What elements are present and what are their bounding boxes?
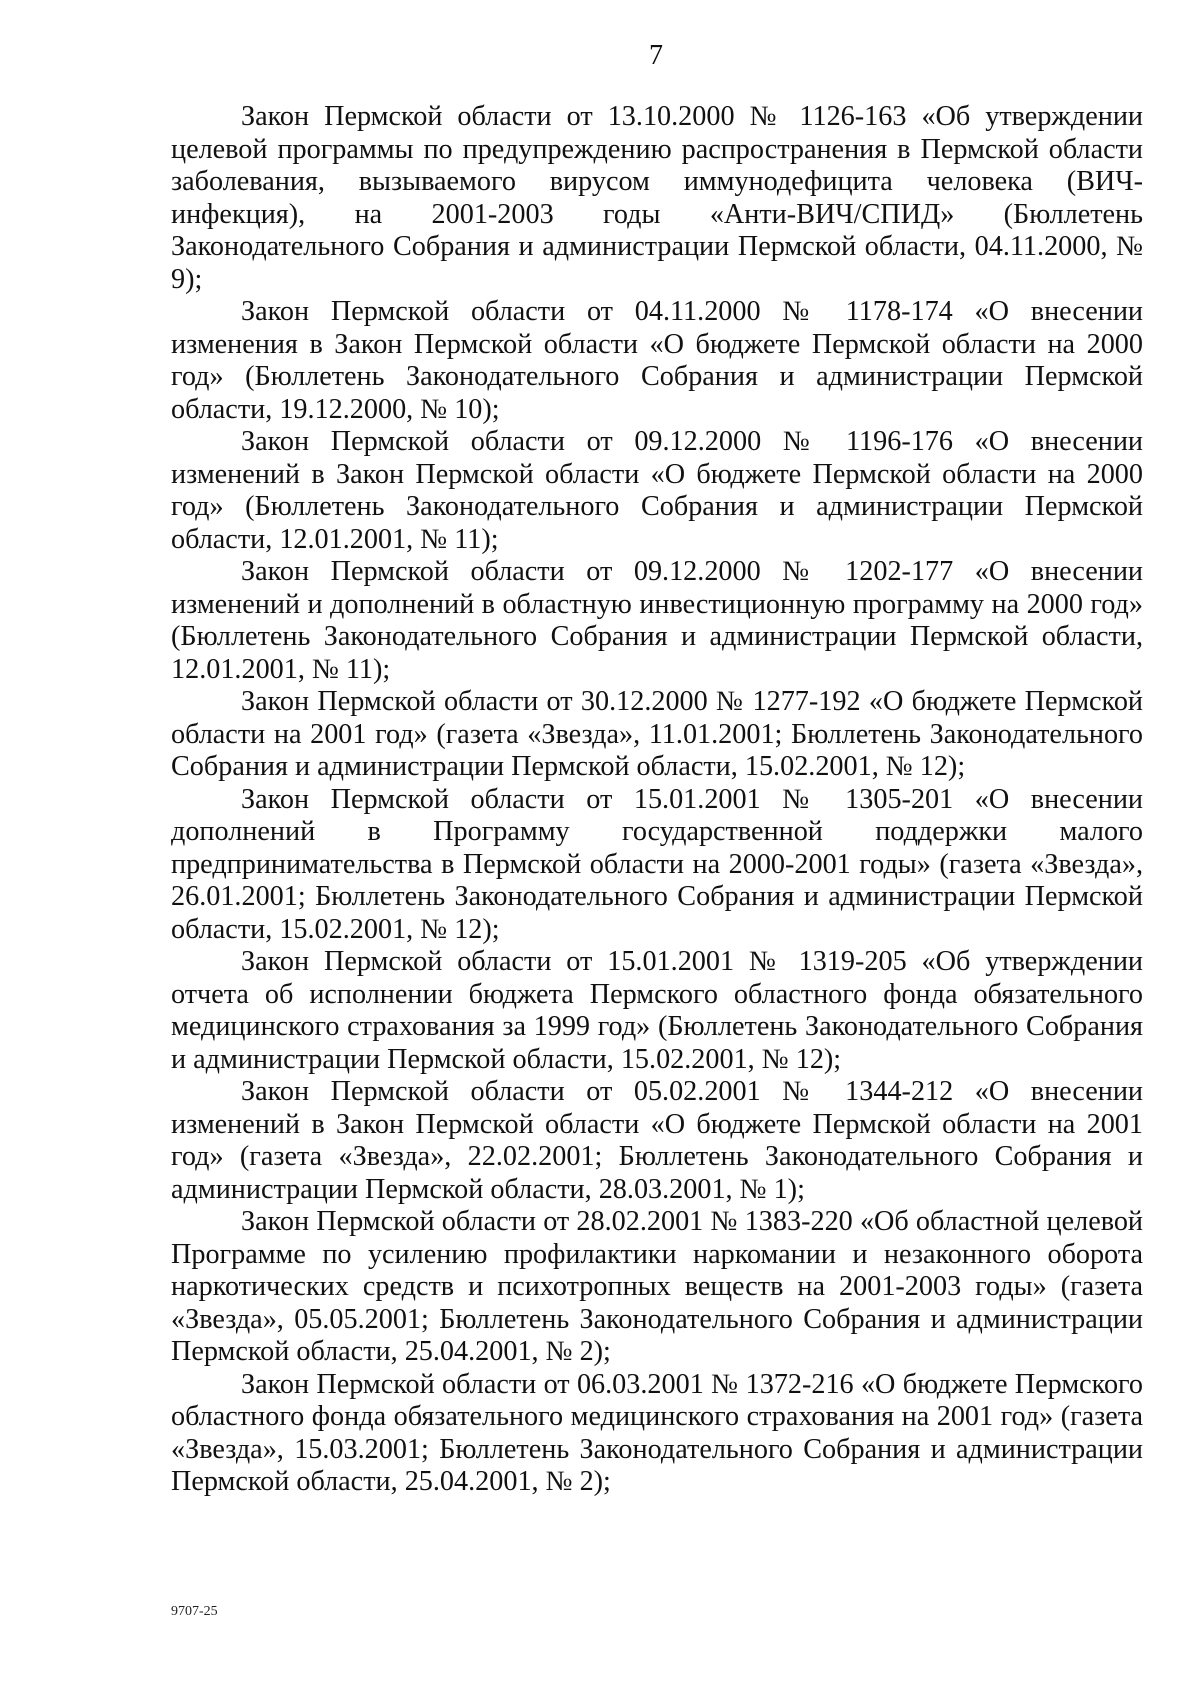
page-number: 7 <box>649 40 663 71</box>
document-code: 9707-25 <box>171 1604 218 1619</box>
law-entry-paragraph: Закон Пермской области от 06.03.2001 № 1372-216 «О бюджете Пермского областного фонда обязательного медицинского страхования на 2001 год» (газета «Звезда», 15.03.2001; Бюллетень Законодательного Собрания и администрации Пермской области, 25.04.2001, № 2); <box>171 1368 1143 1497</box>
law-entry-paragraph: Закон Пермской области от 05.02.2001 № 1344-212 «О внесении изменений в Закон Пермской области «О бюджете Пермской области на 2001 год» (газета «Звезда», 22.02.2001; Бюллетень Законодательного Собрания и администрации Пермской области, 28.03.2001, № 1); <box>171 1076 1143 1205</box>
law-entry-paragraph: Закон Пермской области от 30.12.2000 № 1277-192 «О бюджете Пермской области на 2001 год» (газета «Звезда», 11.01.2001; Бюллетень Законодательного Собрания и администрации Пермской области, 15.02.2001, № 12); <box>171 686 1143 782</box>
law-entry-paragraph: Закон Пермской области от 09.12.2000 № 1196-176 «О внесении изменений в Закон Пермской области «О бюджете Пермской области на 2000 год» (Бюллетень Законодательного Собрания и администрации Пермской области, 12.01.2001, № 11); <box>171 426 1143 555</box>
law-entry-paragraph: Закон Пермской области от 28.02.2001 № 1383-220 «Об областной целевой Программе по усилению профилактики наркомании и незаконного оборота наркотических средств и психотропных веществ на 2001-2003 годы» (газета «Звезда», 05.05.2001; Бюллетень Законодательного Собрания и администрации Пермской области, 25.04.2001, № 2); <box>171 1206 1143 1367</box>
law-entry-paragraph: Закон Пермской области от 13.10.2000 № 1126-163 «Об утверждении целевой программы по предупреждению распространения в Пермской области заболевания, вызываемого вирусом иммунодефицита человека (ВИЧ-инфекция), на 2001-2003 годы «Анти-ВИЧ/СПИД» (Бюллетень Законодательного Собрания и администрации Пермской области, 04.11.2000, № 9); <box>171 101 1143 295</box>
law-entry-paragraph: Закон Пермской области от 04.11.2000 № 1178-174 «О внесении изменения в Закон Пермской области «О бюджете Пермской области на 2000 год» (Бюллетень Законодательного Собрания и администрации Пермской области, 19.12.2000, № 10); <box>171 296 1143 425</box>
document-body <box>171 101 1143 1499</box>
law-entry-paragraph: Закон Пермской области от 15.01.2001 № 1319-205 «Об утверждении отчета об исполнении бюджета Пермского областного фонда обязательного медицинского страхования за 1999 год» (Бюллетень Законодательного Собрания и администрации Пермской области, 15.02.2001, № 12); <box>171 946 1143 1075</box>
law-entry-paragraph: Закон Пермской области от 15.01.2001 № 1305-201 «О внесении дополнений в Программу государственной поддержки малого предпринимательства в Пермской области на 2000-2001 годы» (газета «Звезда», 26.01.2001; Бюллетень Законодательного Собрания и администрации Пермской области, 15.02.2001, № 12); <box>171 783 1143 945</box>
law-entry-paragraph: Закон Пермской области от 09.12.2000 № 1202-177 «О внесении изменений и дополнений в областную инвестиционную программу на 2000 год» (Бюллетень Законодательного Собрания и администрации Пермской области, 12.01.2001, № 11); <box>171 556 1143 685</box>
